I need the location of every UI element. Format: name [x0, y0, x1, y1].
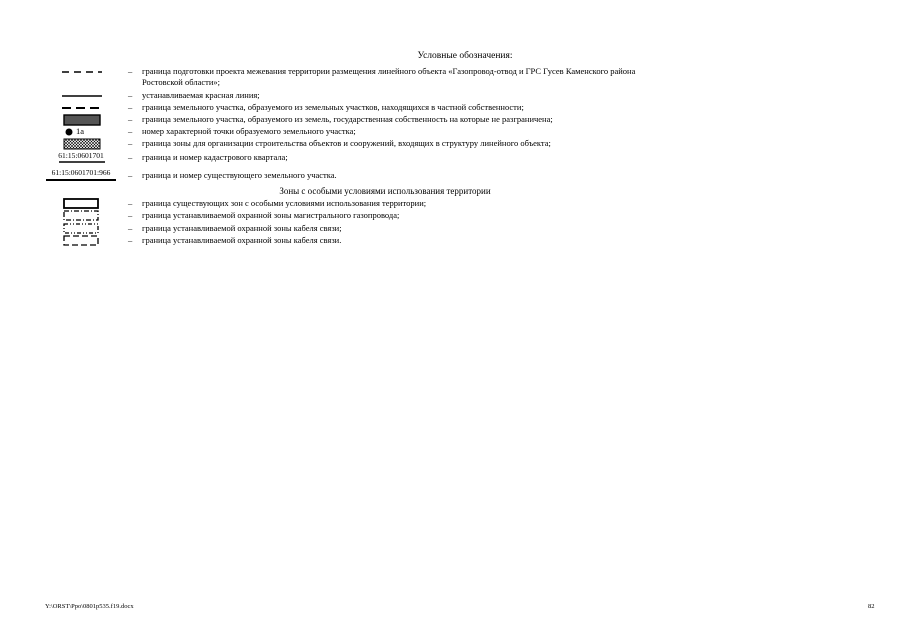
legend-dash: – [128, 152, 133, 162]
existing-parcel-label: 61:15:0601701:966 [51, 168, 111, 177]
legend-item-text: граница земельного участка, образуемого из земель, государственная собственность на которые не разграничена; [142, 114, 553, 124]
legend-dash: – [128, 102, 133, 112]
legend-item-text: граница и номер существующего земельного участка. [142, 170, 337, 180]
legend-dash: – [128, 126, 133, 136]
legend-dash: – [128, 235, 133, 245]
footer-page-number: 82 [868, 603, 875, 610]
legend-dash: – [128, 114, 133, 124]
zones-title: Зоны с особыми условиями использования территории [279, 186, 491, 196]
legend-dash: – [128, 138, 133, 148]
legend-dash: – [128, 66, 133, 76]
zone-item-text: граница существующих зон с особыми условиями использования территории; [142, 198, 427, 208]
cadastral-quarter-symbol [45, 150, 117, 168]
legend-item-text: граница и номер кадастрового квартала; [142, 152, 288, 162]
zone-item-text: граница устанавливаемой охранной зоны магистрального газопровода; [142, 210, 400, 220]
zone-item-text: граница устанавливаемой охранной зоны кабеля связи. [142, 235, 342, 245]
hatched-area-symbol [45, 137, 117, 151]
legend-title: Условные обозначения: [417, 51, 513, 61]
point-marker-label: 1а [76, 126, 85, 136]
cadastral-quarter-label: 61:15:0601701 [58, 151, 104, 160]
zone-item-text: граница устанавливаемой охранной зоны кабеля связи; [142, 223, 342, 233]
dashed-line-symbol [45, 65, 117, 79]
legend-dash: – [128, 170, 133, 180]
legend-dash: – [128, 90, 133, 100]
cable-zone-symbol-2 [45, 233, 117, 247]
gas-pipeline-zone-symbol [45, 208, 117, 222]
existing-parcel-symbol [40, 167, 122, 185]
legend-item-text: номер характерной точки образуемого земельного участка; [142, 126, 356, 136]
legend-dash: – [128, 210, 133, 220]
legend-dash: – [128, 198, 133, 208]
legend-item-text: устанавливаемая красная линия; [142, 90, 260, 100]
legend-item-text: граница земельного участка, образуемого из земельных участков, находящихся в частной собственности; [142, 102, 524, 112]
legend-item-text: граница зоны для организации строительства объектов и сооружений, входящих в структуру линейного объекта; [142, 138, 551, 148]
legend-item-text: граница подготовки проекта межевания территории размещения линейного объекта «Газопровод-отвод и ГРС Гусев Каменского района Ростовской области»; [142, 66, 636, 87]
footer-file-path: Y:\ORST\Ppo\0801p535.f19.docx [45, 603, 134, 610]
legend-dash: – [128, 223, 133, 233]
